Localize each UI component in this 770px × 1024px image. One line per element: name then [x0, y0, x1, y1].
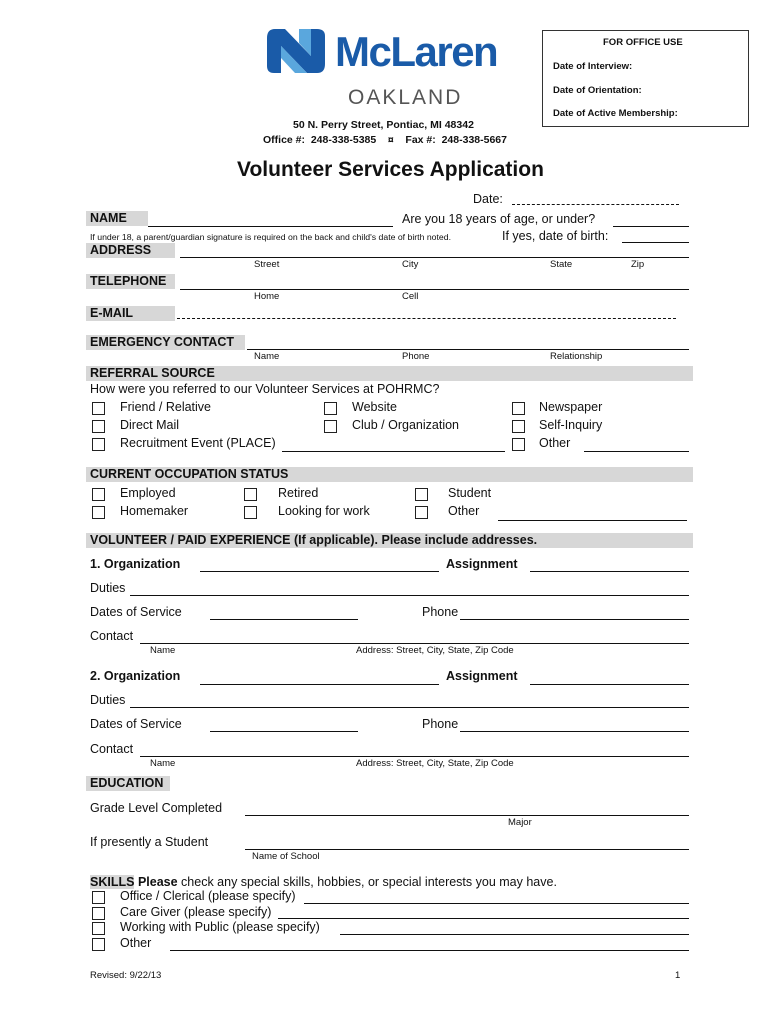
- experience-header: VOLUNTEER / PAID EXPERIENCE (If applicable). Please include addresses.: [86, 533, 693, 548]
- presently-student-label: If presently a Student: [90, 835, 209, 849]
- checkbox-retired[interactable]: [244, 488, 257, 501]
- email-header: E-MAIL: [86, 306, 175, 321]
- checkbox-skills-other[interactable]: [92, 938, 105, 951]
- cell-caption: Cell: [402, 291, 419, 302]
- working-with-public-field[interactable]: [340, 934, 689, 935]
- telephone-header: TELEPHONE: [86, 274, 175, 289]
- org1-duties-field[interactable]: [130, 595, 689, 596]
- grade-level-label: Grade Level Completed: [90, 801, 223, 815]
- org2-assignment-label: Assignment: [446, 669, 518, 683]
- checkbox-working-with-public[interactable]: [92, 922, 105, 935]
- option-care-giver: Care Giver (please specify): [120, 905, 272, 919]
- telephone-field[interactable]: [180, 289, 689, 290]
- option-skills-other: Other: [120, 936, 152, 950]
- school-name-caption: Name of School: [252, 851, 320, 862]
- emergency-name-caption: Name: [254, 351, 280, 362]
- option-friend-relative: Friend / Relative: [120, 400, 212, 414]
- org2-contact-address-caption: Address: Street, City, State, Zip Code: [356, 758, 514, 769]
- major-caption: Major: [508, 817, 532, 828]
- org1-contact-label: Contact: [90, 629, 134, 643]
- org2-phone-field[interactable]: [460, 731, 689, 732]
- org2-contact-name-caption: Name: [150, 758, 176, 769]
- option-retired: Retired: [278, 486, 319, 500]
- referral-source-header: REFERRAL SOURCE: [86, 366, 693, 381]
- checkbox-care-giver[interactable]: [92, 907, 105, 920]
- option-self-inquiry: Self-Inquiry: [539, 418, 603, 432]
- checkbox-website[interactable]: [324, 402, 337, 415]
- mclaren-logo-mark: [265, 26, 335, 76]
- org2-contact-label: Contact: [90, 742, 134, 756]
- page-title: Volunteer Services Application: [237, 158, 544, 181]
- recruitment-event-place-field[interactable]: [282, 451, 505, 452]
- org2-phone-label: Phone: [422, 717, 459, 731]
- revised-date: Revised: 9/22/13: [90, 970, 162, 981]
- date-of-interview-label: Date of Interview:: [553, 61, 633, 72]
- org1-label: 1. Organization: [90, 557, 181, 571]
- checkbox-occupation-other[interactable]: [415, 506, 428, 519]
- org2-dates-field[interactable]: [210, 731, 358, 732]
- emergency-phone-caption: Phone: [402, 351, 430, 362]
- dob-label: If yes, date of birth:: [502, 229, 609, 243]
- age-answer-field[interactable]: [613, 226, 689, 227]
- checkbox-homemaker[interactable]: [92, 506, 105, 519]
- org1-assignment-field[interactable]: [530, 571, 689, 572]
- mclaren-wordmark: McLaren: [335, 28, 498, 75]
- skills-other-field[interactable]: [170, 950, 689, 951]
- grade-level-field[interactable]: [245, 815, 689, 816]
- option-direct-mail: Direct Mail: [120, 418, 180, 432]
- occupation-status-header: CURRENT OCCUPATION STATUS: [86, 467, 693, 482]
- state-caption: State: [550, 259, 573, 270]
- skills-header: SKILLS: [90, 875, 135, 889]
- skills-instruction: [90, 875, 557, 889]
- school-name-field[interactable]: [245, 849, 689, 850]
- org1-assignment-label: Assignment: [446, 557, 518, 571]
- name-header: NAME: [86, 211, 148, 226]
- emergency-relationship-caption: Relationship: [550, 351, 603, 362]
- date-of-orientation-label: Date of Orientation:: [553, 85, 642, 96]
- hospital-phone: Office #: 248-338-5385 ¤ Fax #: 248-338-5667: [263, 134, 507, 146]
- checkbox-student[interactable]: [415, 488, 428, 501]
- option-club-organization: Club / Organization: [352, 418, 460, 432]
- option-working-with-public: Working with Public (please specify): [120, 920, 320, 934]
- checkbox-newspaper[interactable]: [512, 402, 525, 415]
- org2-assignment-field[interactable]: [530, 684, 689, 685]
- checkbox-office-clerical[interactable]: [92, 891, 105, 904]
- home-caption: Home: [254, 291, 280, 302]
- org1-duties-label: Duties: [90, 581, 126, 595]
- name-field[interactable]: [148, 226, 393, 227]
- email-field[interactable]: [177, 318, 676, 319]
- option-student: Student: [448, 486, 492, 500]
- age-question: Are you 18 years of age, or under?: [402, 212, 596, 226]
- office-clerical-field[interactable]: [304, 903, 689, 904]
- org2-duties-label: Duties: [90, 693, 126, 707]
- checkbox-direct-mail[interactable]: [92, 420, 105, 433]
- option-recruitment-event: Recruitment Event (PLACE): [120, 436, 276, 450]
- org1-phone-label: Phone: [422, 605, 459, 619]
- dob-field[interactable]: [622, 242, 689, 243]
- under-18-note: If under 18, a parent/guardian signature is required on the back and child's date of birth noted.: [90, 232, 451, 242]
- date-field[interactable]: [512, 204, 679, 205]
- skills-instruction-text: check any special skills, hobbies, or special interests you may have.: [181, 875, 557, 889]
- checkbox-looking-for-work[interactable]: [244, 506, 257, 519]
- org1-field[interactable]: [200, 571, 439, 572]
- org1-dates-field[interactable]: [210, 619, 358, 620]
- org2-duties-field[interactable]: [130, 707, 689, 708]
- page-number: 1: [675, 970, 681, 981]
- checkbox-club-organization[interactable]: [324, 420, 337, 433]
- checkbox-recruitment-event[interactable]: [92, 438, 105, 451]
- office-use-box: [542, 30, 749, 127]
- care-giver-field[interactable]: [278, 918, 689, 919]
- date-of-active-membership-label: Date of Active Membership:: [553, 108, 678, 119]
- org1-contact-field[interactable]: [140, 643, 689, 644]
- emergency-contact-header: EMERGENCY CONTACT: [86, 335, 245, 350]
- address-field[interactable]: [180, 257, 689, 258]
- option-office-clerical: Office / Clerical (please specify): [120, 889, 296, 903]
- education-header: EDUCATION: [86, 776, 170, 791]
- org1-phone-field[interactable]: [460, 619, 689, 620]
- option-referral-other: Other: [539, 436, 571, 450]
- street-caption: Street: [254, 259, 280, 270]
- skills-please: Please: [137, 875, 178, 889]
- mclaren-logo: [265, 26, 510, 116]
- checkbox-self-inquiry[interactable]: [512, 420, 525, 433]
- option-newspaper: Newspaper: [539, 400, 603, 414]
- checkbox-friend-relative[interactable]: [92, 402, 105, 415]
- checkbox-employed[interactable]: [92, 488, 105, 501]
- option-website: Website: [352, 400, 397, 414]
- option-employed: Employed: [120, 486, 176, 500]
- org2-contact-field[interactable]: [140, 756, 689, 757]
- office-use-title: FOR OFFICE USE: [603, 37, 683, 48]
- org1-contact-address-caption: Address: Street, City, State, Zip Code: [356, 645, 514, 656]
- occupation-other-field[interactable]: [498, 520, 687, 521]
- address-header: ADDRESS: [86, 243, 175, 258]
- checkbox-referral-other[interactable]: [512, 438, 525, 451]
- referral-question: How were you referred to our Volunteer Services at POHRMC?: [90, 382, 440, 396]
- date-label: Date:: [473, 192, 503, 206]
- referral-other-field[interactable]: [584, 451, 689, 452]
- org1-dates-label: Dates of Service: [90, 605, 182, 619]
- org2-field[interactable]: [200, 684, 439, 685]
- oakland-wordmark: OAKLAND: [348, 86, 463, 109]
- option-occupation-other: Other: [448, 504, 480, 518]
- org1-contact-name-caption: Name: [150, 645, 176, 656]
- city-caption: City: [402, 259, 419, 270]
- hospital-address: 50 N. Perry Street, Pontiac, MI 48342: [293, 119, 474, 131]
- option-looking-for-work: Looking for work: [278, 504, 370, 518]
- zip-caption: Zip: [631, 259, 645, 270]
- org2-dates-label: Dates of Service: [90, 717, 182, 731]
- org2-label: 2. Organization: [90, 669, 181, 683]
- emergency-contact-field[interactable]: [247, 349, 689, 350]
- option-homemaker: Homemaker: [120, 504, 189, 518]
